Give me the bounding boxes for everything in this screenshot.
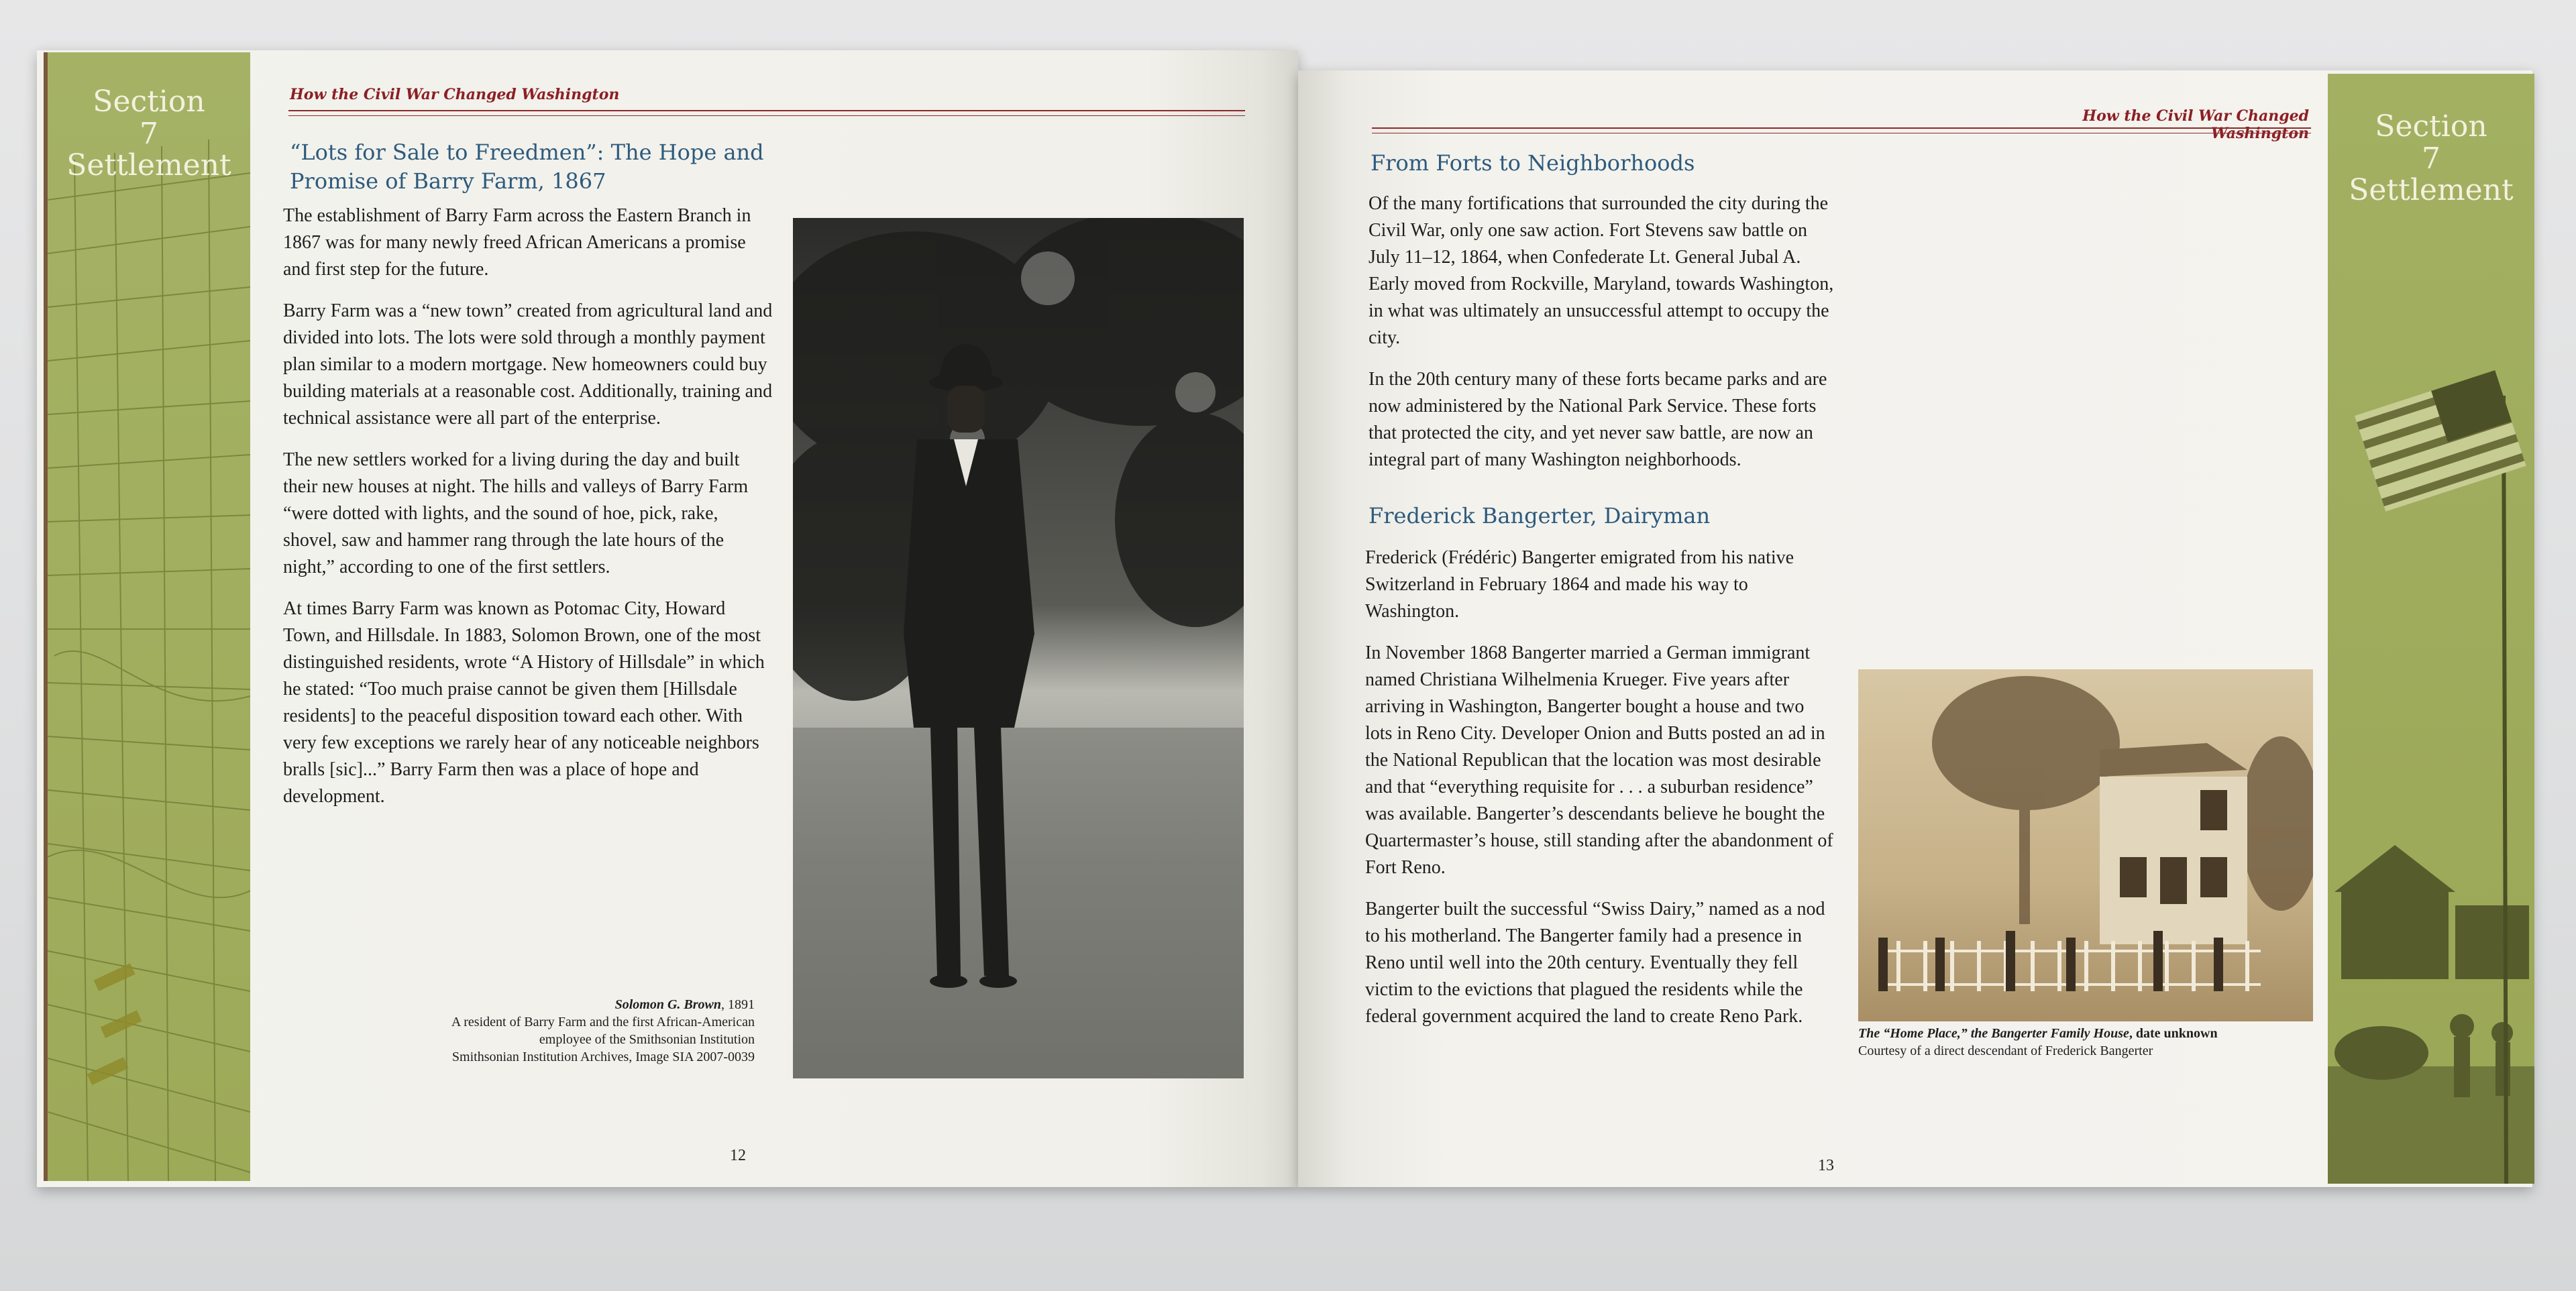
caption-name: Solomon G. Brown <box>614 997 721 1012</box>
section-title: Settlement <box>2349 173 2514 208</box>
left-paragraph: The new settlers worked for a living during the day and built their new houses at night. The hills and valleys of Barry Farm “were dotted with lights, and the sound of hoe, pick, rake, shovel, saw and hammer rang through the late hours of the night,” according to one of the first settlers. <box>283 449 749 577</box>
section-word: Section <box>2375 109 2487 144</box>
portrait-photo-illustration <box>793 218 1244 1078</box>
right-heading-bangerter: Frederick Bangerter, Dairyman <box>1368 503 1711 528</box>
house-photo <box>1858 669 2313 1021</box>
right-photo-caption <box>1858 1025 2314 1060</box>
caption-date: , date unknown <box>2129 1026 2218 1041</box>
left-photo-caption <box>349 996 755 1066</box>
section-title: Settlement <box>66 148 231 183</box>
right-paragraph: Bangerter built the successful “Swiss Dairy,” named as a nod to his motherland. The Bangerter family had a presence in Reno until well into the 20th century. Eventually they fell victim to the evictions that plagued the residents while the federal government acquired the land to create Reno Park. <box>1365 899 1825 1027</box>
right-paragraph: Frederick (Frédéric) Bangerter emigrated from his native Switzerland in February 1864 and made his way to Washington. <box>1365 547 1794 622</box>
map-illustration <box>48 52 250 1181</box>
right-body-bangerter <box>1365 545 1835 1045</box>
section-number: 7 <box>140 116 158 151</box>
caption-line4: Smithsonian Institution Archives, Image SIA 2007-0039 <box>451 1050 755 1064</box>
caption-line2: A resident of Barry Farm and the first African-American <box>451 1015 755 1029</box>
right-section-tab <box>2328 74 2534 1184</box>
right-running-head: How the Civil War Changed Washington <box>2082 107 2309 142</box>
left-paragraph: At times Barry Farm was known as Potomac City, Howard Town, and Hillsdale. In 1883, Solomon Brown, one of the most distinguished residents, wrote “A History of Hillsdale” in which he stated: “Too much praise cannot be given them [Hillsdale residents] to the peaceful disposition toward each other. With very few exceptions we rarely hear of any noticeable neighbors bralls [sic]...” Barry Farm then was a place of hope and development. <box>283 598 765 807</box>
left-paragraph: Barry Farm was a “new town” created from agricultural land and divided into lots. The lots were sold through a monthly payment plan similar to a modern mortgage. New homeowners could buy building materials at a reasonable cost. Additionally, training and technical assistance were all part of the enterprise. <box>283 300 773 429</box>
left-header-rule-thin <box>288 115 1245 116</box>
left-page-number: 12 <box>730 1147 746 1164</box>
right-page-number: 13 <box>1818 1157 1834 1174</box>
left-heading-line1: “Lots for Sale to Freedmen”: The Hope and <box>290 139 764 165</box>
section-tab-label <box>48 86 250 182</box>
left-heading <box>290 138 773 196</box>
caption-year: , 1891 <box>721 997 755 1012</box>
right-paragraph: In the 20th century many of these forts became parks and are now administered by the National Park Service. These forts that protected the city, and yet never saw battle, are now an integral part of many Washington neighborhoods. <box>1368 369 1827 470</box>
caption-line2: Courtesy of a direct descendant of Frederick Bangerter <box>1858 1044 2153 1058</box>
right-body-forts <box>1368 190 1838 488</box>
flag-illustration <box>2328 74 2534 1184</box>
left-heading-line2: Promise of Barry Farm, 1867 <box>290 168 606 194</box>
left-section-tab <box>44 52 250 1181</box>
section-tab-label <box>2328 111 2534 207</box>
left-header-rule <box>288 110 1245 111</box>
right-heading-forts: From Forts to Neighborhoods <box>1371 150 1695 176</box>
section-number: 7 <box>2422 141 2440 176</box>
house-photo-illustration <box>1858 669 2313 1021</box>
right-header-rule <box>1372 127 2311 129</box>
caption-line3: employee of the Smithsonian Institution <box>539 1032 755 1047</box>
left-paragraph: The establishment of Barry Farm across the Eastern Branch in 1867 was for many newly freed African Americans a promise and first step for the future. <box>283 205 751 280</box>
section-word: Section <box>93 85 205 119</box>
right-paragraph: Of the many fortifications that surrounded the city during the Civil War, only one saw action. Fort Stevens saw battle on July 11–12, 1864, when Confederate Lt. General Jubal A. Early moved from Rockville, Maryland, towards Washington, in what was ultimately an unsuccessful attempt to occupy the city. <box>1368 193 1834 348</box>
caption-title: The “Home Place,” the Bangerter Family House <box>1858 1026 2129 1041</box>
left-body-text <box>283 203 774 825</box>
portrait-photo <box>793 218 1244 1078</box>
left-running-head: How the Civil War Changed Washington <box>290 86 620 103</box>
right-paragraph: In November 1868 Bangerter married a German immigrant named Christiana Wilhelmenia Krueger. Five years after arriving in Washington, Bangerter bought a house and two lots in Reno City. Developer Onion and Butts posted an ad in the National Republican that the location was most desirable and that “everything requisite for . . . a suburban residence” was available. Bangerter’s descendants believe he bought the Quartermaster’s house, still standing after the abandonment of Fort Reno. <box>1365 642 1833 878</box>
